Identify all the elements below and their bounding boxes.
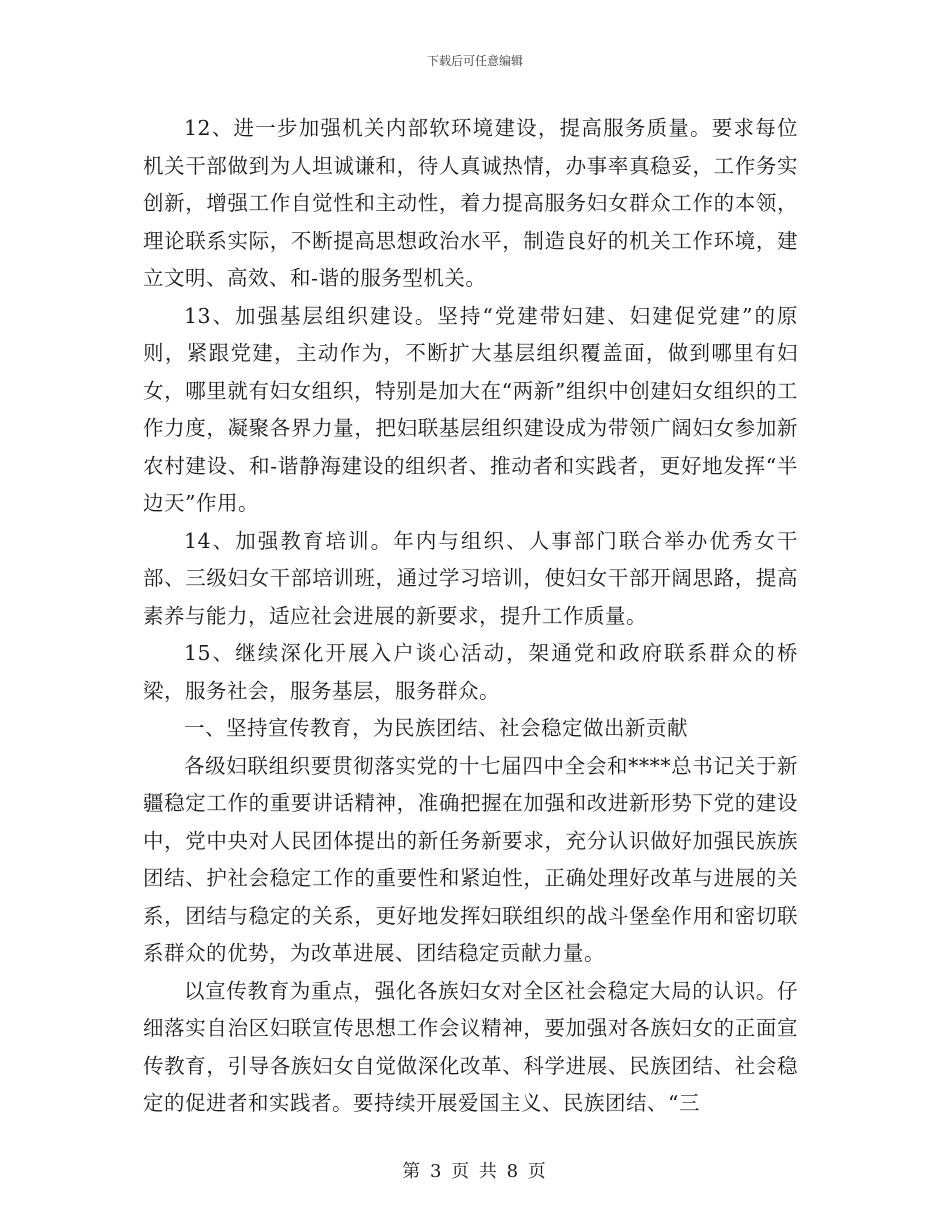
paragraph-item-14: 14、加强教育培训。年内与组织、人事部门联合举办优秀女干部、三级妇女干部培训班，通过学习培训，使妇女干部开阔思路，提高素养与能力，适应社会进展的新要求，提升工作质量。 xyxy=(143,528,798,628)
page-header-note: 下载后可任意编辑 xyxy=(426,54,523,68)
paragraph-item-13: 13、加强基层组织建设。坚持“党建带妇建、妇建促党建”的原则，紧跟党建，主动作为，不断扩大基层组织覆盖面，做到哪里有妇女，哪里就有妇女组织，特别是加大在“两新”组织中创建妇女组织的工作力度，凝聚各界力量，把妇联基层组织建设成为带领广阔妇女参加新农村建设、和-谐静海建设的组织者、推动者和实践者，更好地发挥“半边天”作用。 xyxy=(143,303,798,515)
paragraph-body: 以宣传教育为重点，强化各族妇女对全区社会稳定大局的认识。仔细落实自治区妇联宣传思想工作会议精神，要加强对各族妇女的正面宣传教育，引导各族妇女自觉做深化改革、科学进展、民族团结、社会稳定的促进者和实践者。要持续开展爱国主义、民族团结、“三 xyxy=(143,978,798,1115)
paragraph-item-15: 15、继续深化开展入户谈心活动，架通党和政府联系群众的桥梁，服务社会，服务基层，服务群众。 xyxy=(143,641,798,703)
document-body xyxy=(143,110,798,1123)
paragraph-body: 各级妇联组织要贯彻落实党的十七届四中全会和****总书记关于新疆稳定工作的重要讲话精神，准确把握在加强和改进新形势下党的建设中，党中央对人民团体提出的新任务新要求，充分认识做好加强民族族团结、护社会稳定工作的重要性和紧迫性，正确处理好改革与进展的关系，团结与稳定的关系，更好地发挥妇联组织的战斗堡垒作用和密切联系群众的优势，为改革进展、团结稳定贡献力量。 xyxy=(143,753,798,965)
section-heading: 一、坚持宣传教育，为民族团结、社会稳定做出新贡献 xyxy=(184,716,688,740)
paragraph-item-12: 12、进一步加强机关内部软环境建设，提高服务质量。要求每位机关干部做到为人坦诚谦和，待人真诚热情，办事率真稳妥，工作务实创新，增强工作自觉性和主动性，着力提高服务妇女群众工作的本领，理论联系实际，不断提高思想政治水平，制造良好的机关工作环境，建立文明、高效、和-谐的服务型机关。 xyxy=(143,116,798,290)
page-number-footer: 第 3 页 共 8 页 xyxy=(402,1161,548,1182)
